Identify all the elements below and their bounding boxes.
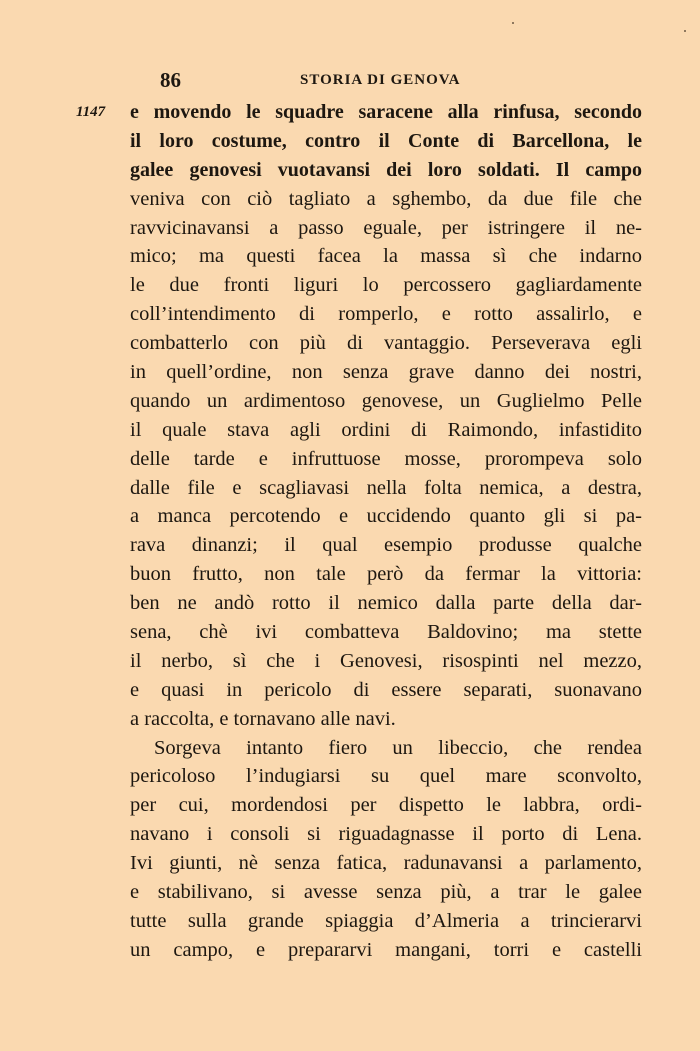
text-line: e quasi in pericolo di essere separati, suonavano <box>130 678 642 701</box>
text-line: per cui, mordendosi per dispetto le labbra, ordi- <box>130 794 642 817</box>
ink-speck <box>684 30 686 32</box>
text-line: ravvicinavansi a passo eguale, per istringere il ne- <box>130 216 642 239</box>
text-line: a raccolta, e tornavano alle navi. <box>130 707 396 730</box>
text-line: veniva con ciò tagliato a sghembo, da due file che <box>130 187 642 210</box>
page-number: 86 <box>160 68 181 92</box>
text-line: buon frutto, non tale però da fermar la vittoria: <box>130 563 642 586</box>
text-line: sena, chè ivi combatteva Baldovino; ma stette <box>130 621 642 644</box>
text-line: pericoloso l’indugiarsi su quel mare sconvolto, <box>130 765 642 788</box>
text-line: combatterlo con più di vantaggio. Perseverava egli <box>130 332 642 355</box>
body-text <box>130 98 642 965</box>
text-line: Sorgeva intanto fiero un libeccio, che rendea <box>154 736 642 759</box>
text-line: galee genovesi vuotavansi dei loro soldati. Il campo <box>130 158 642 181</box>
text-line: un campo, e prepararvi mangani, torri e castelli <box>130 938 642 961</box>
text-line: coll’intendimento di romperlo, e rotto assalirlo, e <box>130 303 642 326</box>
text-line: navano i consoli si riguadagnasse il porto di Lena. <box>130 823 642 846</box>
page-header <box>160 68 490 96</box>
text-line: delle tarde e infruttuose mosse, prorompeva solo <box>130 447 642 470</box>
ink-speck <box>512 22 514 24</box>
text-line: rava dinanzi; il qual esempio produsse qualche <box>130 534 642 557</box>
text-line: a manca percotendo e uccidendo quanto gli si pa- <box>130 505 642 528</box>
text-line: tutte sulla grande spiaggia d’Almeria a trincierarvi <box>130 909 642 932</box>
text-line: Ivi giunti, nè senza fatica, radunavansi a parlamento, <box>130 852 642 875</box>
text-line: quando un ardimentoso genovese, un Guglielmo Pelle <box>130 389 642 412</box>
text-line: dalle file e scagliavasi nella folta nemica, a destra, <box>130 476 642 499</box>
text-line: il nerbo, sì che i Genovesi, risospinti nel mezzo, <box>130 649 642 672</box>
text-line: le due fronti liguri lo percossero gagliardamente <box>130 274 642 297</box>
text-line: e movendo le squadre saracene alla rinfusa, secondo <box>130 101 642 123</box>
text-line: in quell’ordine, non senza grave danno dei nostri, <box>130 361 642 384</box>
text-line: il quale stava agli ordini di Raimondo, infastidito <box>130 418 642 441</box>
running-head: STORIA DI GENOVA <box>300 72 461 88</box>
margin-year: 1147 <box>76 104 106 120</box>
text-line: mico; ma questi facea la massa sì che indarno <box>130 245 642 268</box>
text-line: il loro costume, contro il Conte di Barcellona, le <box>130 129 642 152</box>
text-line: e stabilivano, si avesse senza più, a trar le galee <box>130 881 642 904</box>
text-line: ben ne andò rotto il nemico dalla parte della dar- <box>130 592 642 615</box>
